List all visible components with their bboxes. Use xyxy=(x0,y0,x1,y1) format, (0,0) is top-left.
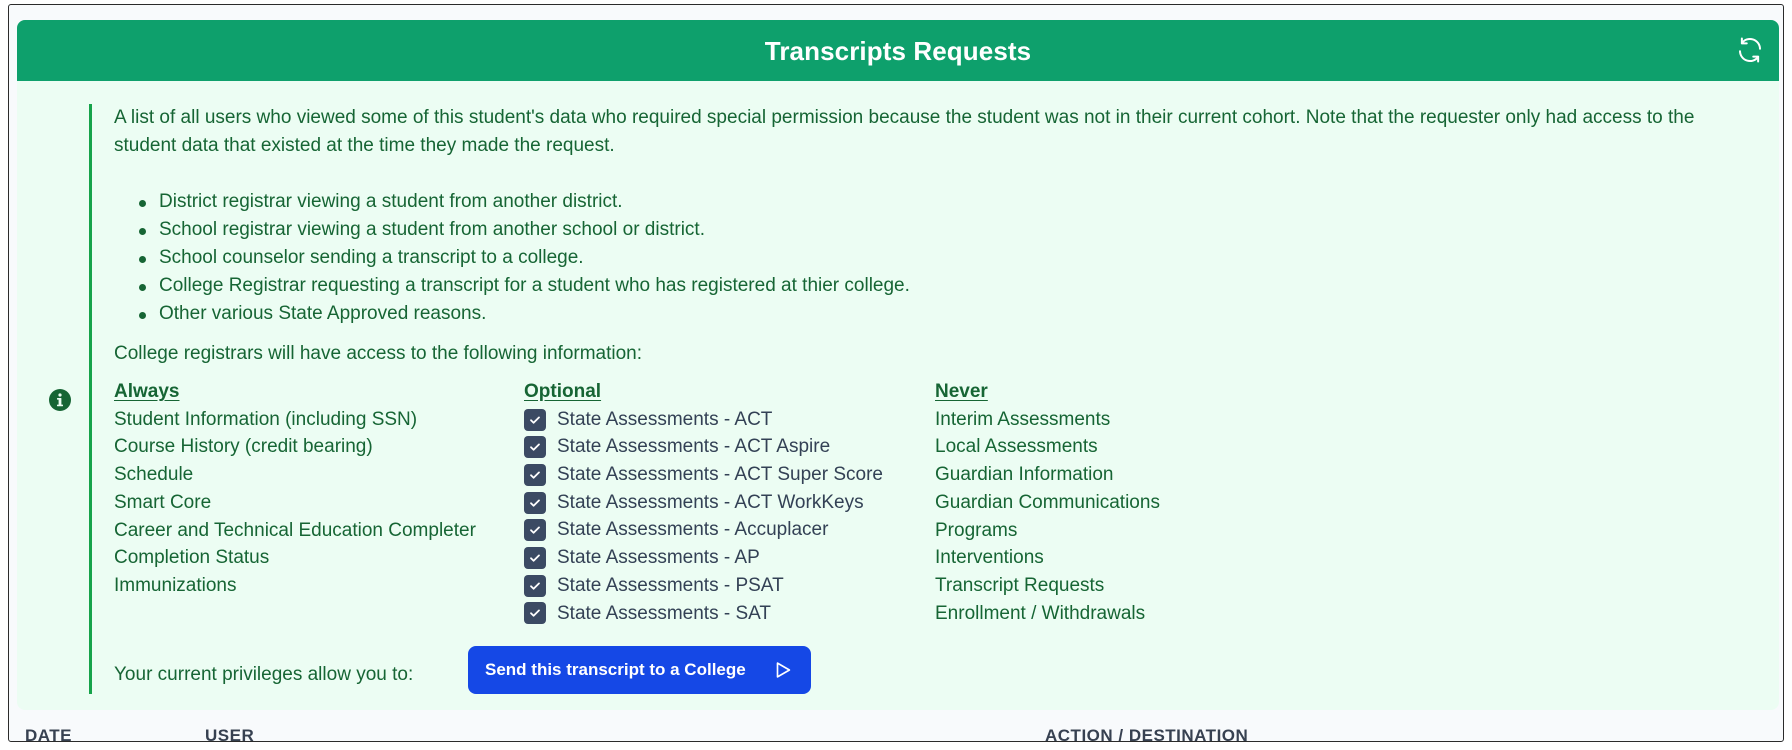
list-item: Completion Status xyxy=(114,547,270,569)
check-icon xyxy=(528,468,542,482)
optional-item xyxy=(524,516,944,544)
list-item: Guardian Communications xyxy=(935,491,1160,513)
refresh-button[interactable] xyxy=(1733,33,1767,67)
check-icon xyxy=(528,579,542,593)
list-item: Career and Technical Education Completer xyxy=(114,519,476,541)
never-heading: Never xyxy=(935,381,988,402)
list-item: Other various State Approved reasons. xyxy=(137,300,910,328)
list-item: District registrar viewing a student from another district. xyxy=(137,188,910,216)
checkbox[interactable] xyxy=(524,464,546,486)
checkbox[interactable] xyxy=(524,575,546,597)
list-item: Enrollment / Withdrawals xyxy=(935,602,1146,624)
checkbox[interactable] xyxy=(524,519,546,541)
list-item: College Registrar requesting a transcript for a student who has registered at thier college. xyxy=(137,272,910,300)
checkbox-label: State Assessments - ACT xyxy=(557,408,773,430)
checkbox-label: State Assessments - AP xyxy=(557,547,760,569)
optional-item xyxy=(524,406,944,434)
checkbox-label: State Assessments - ACT Aspire xyxy=(557,436,831,458)
reasons-list xyxy=(137,188,910,328)
check-icon xyxy=(528,551,542,565)
optional-item xyxy=(524,433,944,461)
refresh-icon[interactable] xyxy=(1735,35,1765,65)
transcripts-panel xyxy=(17,20,1779,710)
privileges-label: Your current privileges allow you to: xyxy=(114,664,414,685)
check-icon xyxy=(528,496,542,510)
intro-text: A list of all users who viewed some of this student's data who required special permission because the student was not in their current cohort. Note that the requester only had access to the student data that existed at the time they made the request. xyxy=(114,107,1695,156)
info-callout xyxy=(89,104,1759,694)
optional-heading: Optional xyxy=(524,381,602,402)
list-item: Transcript Requests xyxy=(935,574,1105,596)
checkbox[interactable] xyxy=(524,602,546,624)
checkbox[interactable] xyxy=(524,409,546,431)
list-item: Course History (credit bearing) xyxy=(114,436,373,458)
panel-header xyxy=(17,20,1779,81)
panel-title: Transcripts Requests xyxy=(764,36,1032,66)
list-item: Smart Core xyxy=(114,491,212,513)
checkbox[interactable] xyxy=(524,547,546,569)
checkbox-label: State Assessments - ACT Super Score xyxy=(557,464,883,486)
column-header-date[interactable]: DATE xyxy=(25,726,73,742)
send-transcript-button[interactable] xyxy=(468,646,811,694)
check-icon xyxy=(528,440,542,454)
list-item: Interim Assessments xyxy=(935,408,1111,430)
list-item: Guardian Information xyxy=(935,464,1114,486)
checkbox[interactable] xyxy=(524,436,546,458)
app-frame xyxy=(8,4,1784,742)
optional-column xyxy=(524,378,944,627)
list-item: School counselor sending a transcript to a college. xyxy=(137,244,910,272)
list-item: School registrar viewing a student from another school or district. xyxy=(137,216,910,244)
checkbox-label: State Assessments - ACT WorkKeys xyxy=(557,491,864,513)
column-header-action[interactable]: ACTION / DESTINATION xyxy=(1045,726,1249,742)
list-item: Schedule xyxy=(114,464,194,486)
checkbox[interactable] xyxy=(524,492,546,514)
never-column xyxy=(935,378,1335,627)
access-heading: College registrars will have access to the following information: xyxy=(114,343,643,364)
list-item: Student Information (including SSN) xyxy=(114,408,418,430)
always-column xyxy=(114,378,514,600)
list-item: Programs xyxy=(935,519,1018,541)
list-item: Interventions xyxy=(935,547,1044,569)
send-button-label: Send this transcript to a College xyxy=(485,660,746,679)
list-item: Local Assessments xyxy=(935,436,1098,458)
optional-item xyxy=(524,572,944,600)
optional-item xyxy=(524,461,944,489)
optional-item xyxy=(524,489,944,517)
checkbox-label: State Assessments - PSAT xyxy=(557,574,784,596)
check-icon xyxy=(528,606,542,620)
list-item: Immunizations xyxy=(114,574,237,596)
always-heading: Always xyxy=(114,381,180,402)
column-header-user[interactable]: USER xyxy=(205,726,255,742)
checkbox-label: State Assessments - Accuplacer xyxy=(557,519,829,541)
play-icon xyxy=(772,659,794,681)
check-icon xyxy=(528,523,542,537)
optional-item xyxy=(524,600,944,628)
table-header xyxy=(9,726,1783,742)
check-icon xyxy=(528,413,542,427)
checkbox-label: State Assessments - SAT xyxy=(557,602,772,624)
info-icon xyxy=(48,388,72,412)
optional-item xyxy=(524,544,944,572)
